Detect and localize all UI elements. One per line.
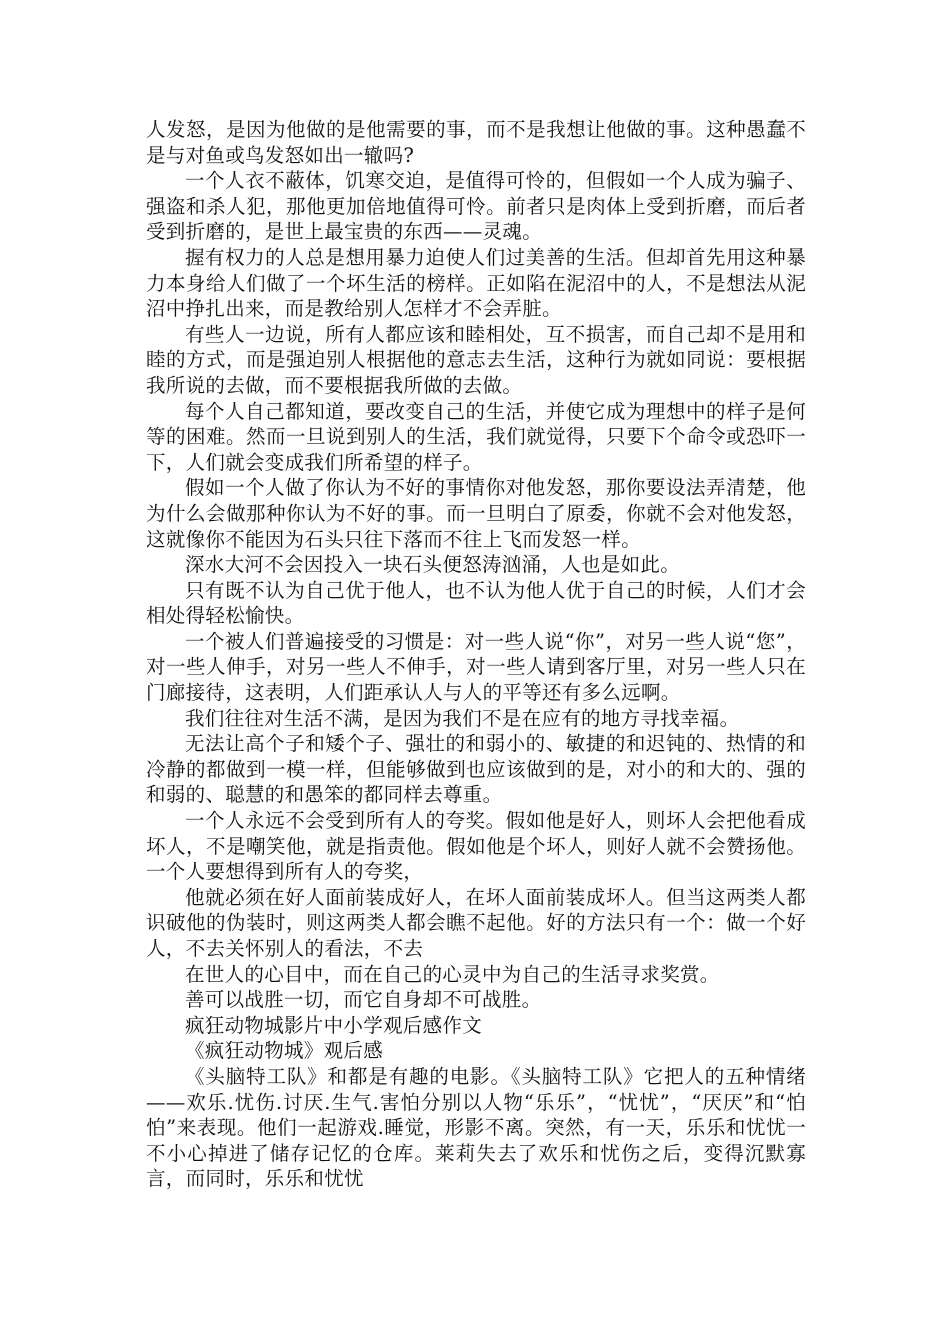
paragraph: 一个被人们普遍接受的习惯是：对一些人说“你”，对另一些人说“您”，对一些人伸手，对另一些人不伸手，对一些人请到客厅里，对另一些人只在门廊接待，这表明，人们距承认人与人的平等还有多么远啊。	[146, 629, 806, 705]
paragraph: 一个人衣不蔽体，饥寒交迫，是值得可怜的，但假如一个人成为骗子、强盗和杀人犯，那他更加倍地值得可怜。前者只是肉体上受到折磨，而后者受到折磨的，是世上最宝贵的东西——灵魂。	[146, 169, 806, 244]
paragraph: 善可以战胜一切，而它自身却不可战胜。	[185, 988, 542, 1012]
essay-title: 疯狂动物城影片中小学观后感作文	[185, 1013, 483, 1037]
paragraph: 我们往往对生活不满，是因为我们不是在应有的地方寻找幸福。	[185, 706, 740, 730]
paragraph: 握有权力的人总是想用暴力迫使人们过美善的生活。但却首先用这种暴力本身给人们做了一个坏生活的榜样。正如陷在泥沼中的人，不是想法从泥沼中挣扎出来，而是教给别人怎样才不会弄脏。	[146, 245, 806, 321]
paragraph: 他就必须在好人面前装成好人，在坏人面前装成坏人。但当这两类人都识破他的伪装时，则这两类人都会瞧不起他。好的方法只有一个：做一个好人，不去关怀别人的看法，不去	[146, 885, 806, 960]
paragraph: 《头脑特工队》和都是有趣的电影。《头脑特工队》它把人的五种情绪——欢乐.忧伤.讨厌.生气.害怕分别以人物“乐乐”，“忧忧”，“厌厌”和“怕怕”来表现。他们一起游戏.睡觉，形影不离。突然，有一天，乐乐和忧忧一不小心掉进了储存记忆的仓库。莱莉失去了欢乐和忧伤之后，变得沉默寡言，而同时，乐乐和忧忧	[146, 1064, 806, 1191]
paragraph: 每个人自己都知道，要改变自己的生活，并使它成为理想中的样子是何等的困难。然而一旦说到别人的生活，我们就觉得，只要下个命令或恐吓一下，人们就会变成我们所希望的样子。	[146, 399, 806, 474]
paragraph: 人发怒，是因为他做的是他需要的事，而不是我想让他做的事。这种愚蠢不是与对鱼或鸟发怒如出一辙吗?	[146, 118, 806, 167]
paragraph: 一个人永远不会受到所有人的夸奖。假如他是好人，则坏人会把他看成坏人，不是嘲笑他，就是指责他。假如他是个坏人，则好人就不会赞扬他。一个人要想得到所有人的夸奖，	[146, 809, 806, 884]
paragraph: 假如一个人做了你认为不好的事情你对他发怒，那你要设法弄清楚，他为什么会做那种你认为不好的事。而一旦明白了原委，你就不会对他发怒，这就像你不能因为石头只往下落而不往上飞而发怒一样。	[146, 476, 806, 551]
essay-subtitle: 《疯狂动物城》观后感	[185, 1039, 384, 1063]
paragraph: 深水大河不会因投入一块石头便怒涛汹涌，人也是如此。	[185, 553, 681, 577]
paragraph: 无法让高个子和矮个子、强壮的和弱小的、敏捷的和迟钝的、热情的和冷静的都做到一模一样，但能够做到也应该做到的是，对小的和大的、强的和弱的、聪慧的和愚笨的都同样去尊重。	[146, 732, 806, 807]
paragraph: 只有既不认为自己优于他人，也不认为他人优于自己的时候，人们才会相处得轻松愉快。	[146, 578, 806, 628]
paragraph: 有些人一边说，所有人都应该和睦相处，互不损害，而自己却不是用和睦的方式，而是强迫别人根据他的意志去生活，这种行为就如同说：要根据我所说的去做，而不要根据我所做的去做。	[146, 322, 806, 397]
document-body	[146, 117, 806, 1192]
paragraph: 在世人的心目中，而在自己的心灵中为自己的生活寻求奖赏。	[185, 962, 720, 986]
